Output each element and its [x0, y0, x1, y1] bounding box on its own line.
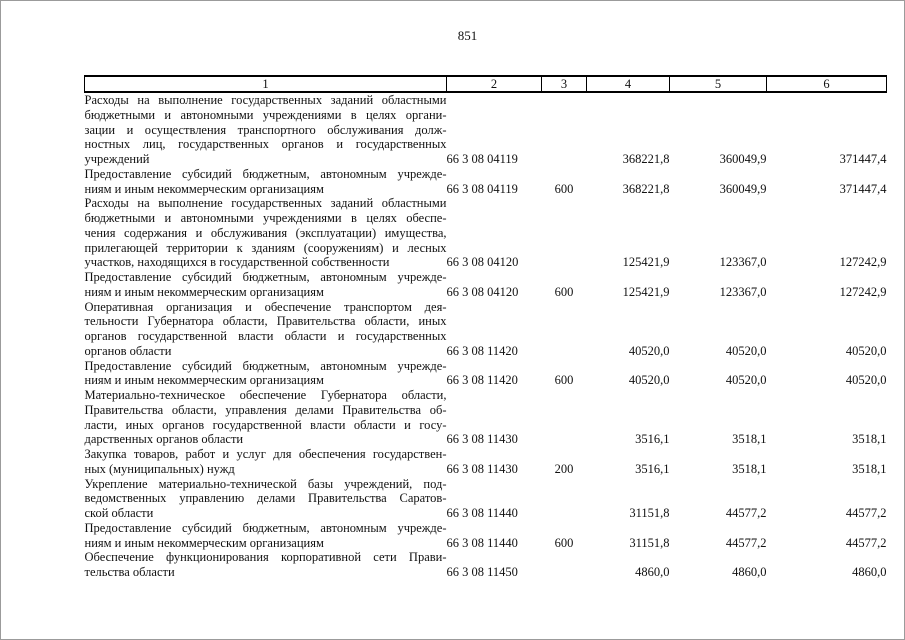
description-line: чения содержания и обслуживания (эксплуатации) имущества, — [84, 225, 447, 240]
description-line: ностных лиц, государственных органов и государственных — [84, 137, 447, 152]
row-amount-col4-cell: 4860,0 — [635, 565, 670, 579]
description-line: органов области — [84, 343, 172, 358]
description-line: ниям и иным некоммерческим организациям — [84, 284, 324, 299]
table-header-row — [85, 76, 887, 92]
table-row — [85, 167, 887, 197]
table-row — [85, 92, 887, 167]
row-amount-col4-cell: 40520,0 — [628, 373, 670, 388]
description-line: тельности Губернатора области, Правительства области, иных — [84, 314, 447, 329]
row-amount-col5-cell: 360049,9 — [719, 152, 767, 166]
description-line: Расходы на выполнение государственных заданий областными — [84, 196, 447, 211]
row-description-cell — [85, 167, 447, 197]
description-line: Обеспечение функционирования корпоративной сети Прави- — [84, 550, 447, 565]
description-line: Расходы на выполнение государственных заданий областными — [84, 93, 447, 107]
row-amount-col6-cell: 371447,4 — [839, 152, 887, 166]
description-line: бюджетными и автономными учреждениями в целях органи- — [84, 107, 447, 122]
table-row — [85, 300, 887, 359]
row-description-cell — [85, 270, 447, 300]
row-expense-type-cell — [542, 388, 587, 447]
table-row — [85, 270, 887, 300]
row-description-cell — [85, 92, 447, 167]
description-line: органов государственной власти области и государственных — [84, 329, 447, 343]
description-line: ных (муниципальных) нужд — [84, 461, 235, 476]
description-line: прилегающей территории к зданиям (сооружениям) и лесных — [84, 240, 447, 255]
row-code-cell: 66 3 08 04119 — [446, 181, 518, 196]
row-code-cell: 66 3 08 11440 — [446, 506, 518, 520]
row-amount-col4-cell: 3516,1 — [635, 432, 670, 447]
table-row — [85, 521, 887, 551]
row-code-cell: 66 3 08 11440 — [446, 535, 518, 550]
description-line: Предоставление субсидий бюджетным, автономным учрежде- — [84, 166, 447, 181]
description-line: ниям и иным некоммерческим организациям — [84, 373, 324, 388]
header-col-1: 1 — [85, 76, 447, 92]
row-code-cell: 66 3 08 11430 — [446, 461, 518, 476]
row-expense-type-cell: 200 — [554, 461, 574, 476]
description-line: дарственных органов области — [84, 432, 244, 447]
row-amount-col5-cell: 40520,0 — [725, 373, 767, 388]
description-line: ской области — [84, 506, 154, 520]
description-line: ласти, иных органов государственной власти области и госу- — [84, 417, 447, 432]
row-amount-col6-cell: 44577,2 — [845, 506, 887, 520]
row-amount-col6-cell: 127242,9 — [839, 284, 887, 299]
row-amount-col5-cell: 40520,0 — [725, 343, 767, 358]
description-line: Закупка товаров, работ и услуг для обеспечения государствен- — [84, 447, 447, 461]
row-description-cell — [85, 447, 447, 477]
description-line: Предоставление субсидий бюджетным, автономным учрежде- — [84, 358, 447, 373]
row-amount-col6-cell: 3518,1 — [852, 432, 887, 447]
page-number: 851 — [457, 28, 478, 43]
row-expense-type-cell: 600 — [554, 181, 574, 196]
row-description-cell — [85, 300, 447, 359]
description-line: Материально-техническое обеспечение Губернатора области, — [84, 388, 447, 402]
table-row — [85, 550, 887, 580]
header-col-4: 4 — [587, 76, 670, 92]
header-col-6: 6 — [767, 76, 887, 92]
header-col-5: 5 — [670, 76, 767, 92]
row-code-cell: 66 3 08 04120 — [446, 284, 519, 299]
description-line: Укрепление материально-технической базы учреждений, под- — [84, 476, 447, 491]
row-amount-col6-cell: 44577,2 — [845, 535, 887, 550]
row-description-cell — [85, 521, 447, 551]
table-body — [85, 92, 887, 580]
row-expense-type-cell: 600 — [554, 373, 574, 388]
row-amount-col4-cell: 31151,8 — [629, 506, 670, 520]
row-description-cell — [85, 477, 447, 521]
description-line: Правительства области, управления делами Правительства об- — [84, 402, 447, 417]
description-line: Оперативная организация и обеспечение транспортом дея- — [84, 299, 447, 314]
description-line: Предоставление субсидий бюджетным, автономным учрежде- — [84, 520, 447, 535]
description-line: участков, находящихся в государственной собственности — [84, 255, 390, 270]
table-row — [85, 477, 887, 521]
row-amount-col4-cell: 40520,0 — [628, 343, 670, 358]
description-line: ниям и иным некоммерческим организациям — [84, 181, 324, 196]
row-amount-col6-cell: 3518,1 — [852, 461, 887, 476]
row-amount-col5-cell: 44577,2 — [725, 535, 767, 550]
row-expense-type-cell — [542, 300, 587, 359]
table-row — [85, 447, 887, 477]
row-amount-col5-cell: 3518,1 — [732, 461, 767, 476]
row-description-cell — [85, 550, 447, 580]
row-amount-col4-cell: 125421,9 — [622, 255, 670, 270]
row-code-cell: 66 3 08 11420 — [446, 373, 518, 388]
row-amount-col6-cell: 4860,0 — [852, 565, 887, 579]
row-amount-col5-cell: 123367,0 — [719, 284, 767, 299]
header-col-3: 3 — [542, 76, 587, 92]
description-line: бюджетными и автономными учреждениями в целях обеспе- — [84, 211, 447, 225]
row-amount-col4-cell: 368221,8 — [622, 152, 670, 166]
row-amount-col6-cell: 127242,9 — [839, 255, 887, 270]
row-description-cell — [85, 196, 447, 270]
row-amount-col5-cell: 4860,0 — [732, 565, 767, 579]
row-amount-col6-cell: 40520,0 — [845, 343, 887, 358]
row-amount-col4-cell: 3516,1 — [635, 461, 670, 476]
row-expense-type-cell — [542, 477, 587, 521]
description-line: ведомственных управлению делами Правительства Саратов- — [84, 491, 447, 506]
row-description-cell — [85, 359, 447, 389]
row-expense-type-cell — [542, 550, 587, 580]
description-line: тельства области — [84, 565, 175, 579]
row-amount-col5-cell: 3518,1 — [732, 432, 767, 447]
row-amount-col4-cell: 368221,8 — [622, 181, 670, 196]
row-amount-col6-cell: 371447,4 — [839, 181, 887, 196]
description-line: Предоставление субсидий бюджетным, автономным учрежде- — [84, 270, 447, 284]
budget-table — [84, 75, 887, 580]
row-expense-type-cell: 600 — [554, 535, 574, 550]
table-row — [85, 388, 887, 447]
row-amount-col5-cell: 123367,0 — [719, 255, 767, 270]
row-code-cell: 66 3 08 04120 — [446, 255, 519, 270]
row-expense-type-cell — [542, 92, 587, 167]
row-code-cell: 66 3 08 11450 — [446, 565, 518, 579]
row-amount-col6-cell: 40520,0 — [845, 373, 887, 388]
row-amount-col4-cell: 31151,8 — [629, 535, 670, 550]
row-code-cell: 66 3 08 11430 — [446, 432, 518, 447]
description-line: ниям и иным некоммерческим организациям — [84, 535, 324, 550]
description-line: учреждений — [84, 152, 150, 166]
row-code-cell: 66 3 08 04119 — [446, 152, 518, 166]
description-line: зации и осуществления транспортного обслуживания долж- — [84, 122, 447, 137]
row-amount-col5-cell: 44577,2 — [725, 506, 767, 520]
row-amount-col4-cell: 125421,9 — [622, 284, 670, 299]
header-col-2: 2 — [447, 76, 542, 92]
row-code-cell: 66 3 08 11420 — [446, 343, 518, 358]
table-row — [85, 196, 887, 270]
row-amount-col5-cell: 360049,9 — [719, 181, 767, 196]
table-row — [85, 359, 887, 389]
row-description-cell — [85, 388, 447, 447]
row-expense-type-cell — [542, 196, 587, 270]
row-expense-type-cell: 600 — [554, 284, 574, 299]
